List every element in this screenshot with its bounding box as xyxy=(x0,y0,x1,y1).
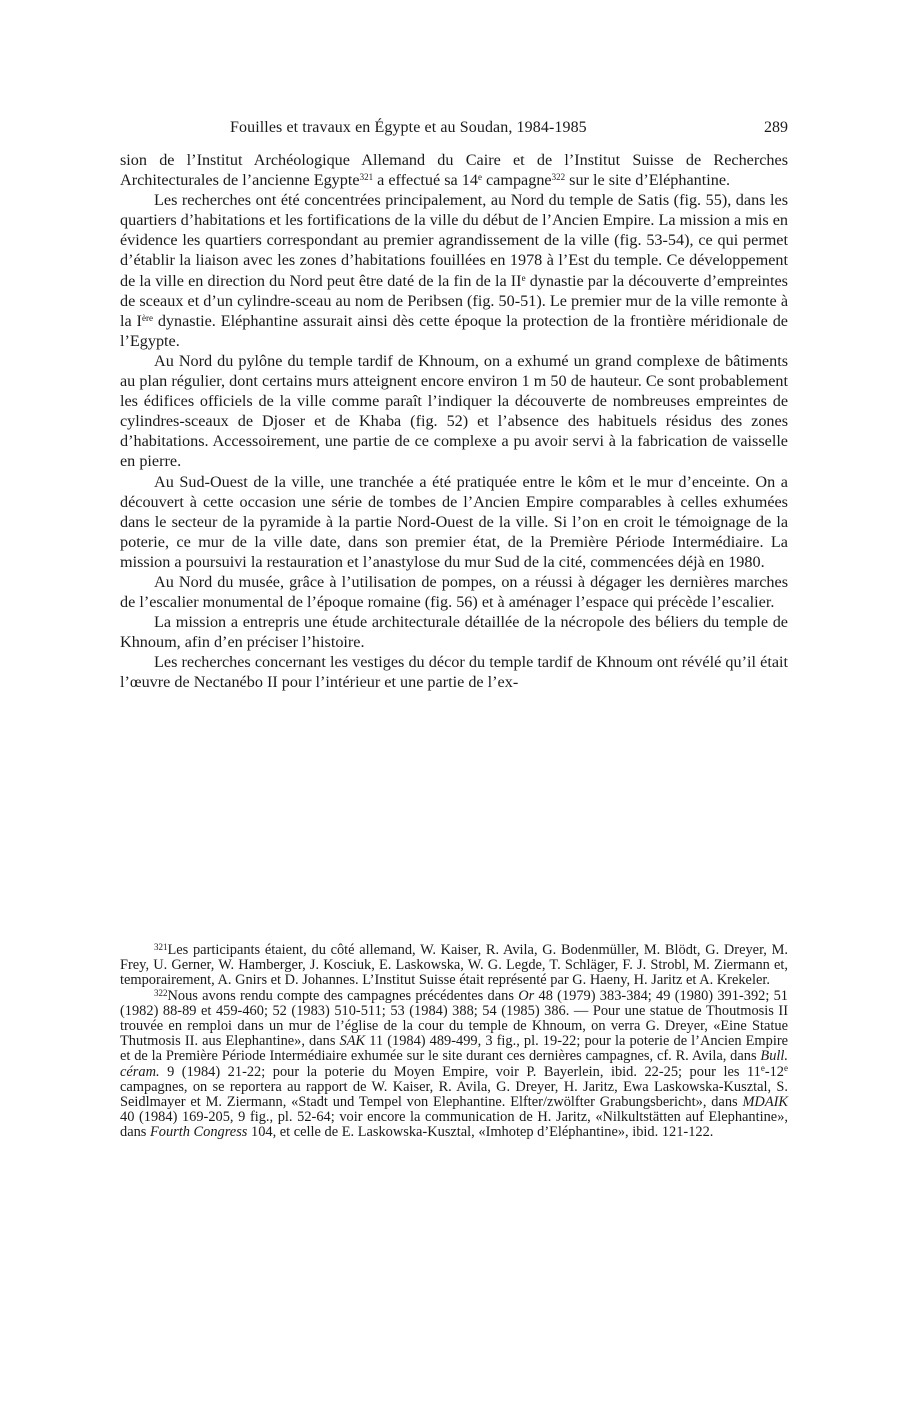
footnote-322 xyxy=(120,989,788,1141)
journal-abbrev: MDAIK xyxy=(742,1094,788,1111)
text-run: -12 xyxy=(764,1063,784,1080)
ordinal-superscript: e xyxy=(477,172,482,183)
ordinal-superscript: e xyxy=(760,1062,765,1073)
text-run: Nous avons rendu compte des campagnes précédentes dans xyxy=(167,987,519,1004)
journal-abbrev: Bull. céram. xyxy=(120,1048,788,1080)
ordinal-superscript: e xyxy=(521,272,526,283)
text-run: 11 (1984) 489-499, 3 fig., pl. 19-22; pour la poterie de l’Ancien Empire et de la Première Période Intermédiaire exhumée sur le site durant ces dernières campagnes, cf. R. Avila, dans xyxy=(120,1033,788,1065)
text-run: campagne xyxy=(481,171,552,190)
text-run: sion de l’Institut Archéologique Allemand du Caire et de l’Institut Suisse de Recherches Architecturales de l’ancienne Egypte xyxy=(120,151,788,190)
footnote-text: Les participants étaient, du côté allemand, W. Kaiser, R. Avila, G. Bodenmüller, M. Blödt, G. Dreyer, M. Frey, U. Gerner, W. Hamberger, J. Kosciuk, E. Laskowska, W. G. Legde, T. Schläger, F. J. Strobl, M. Ziermann et, temporairement, A. Gnirs et D. Johannes. L’Institut Suisse était représenté par G. Haeny, H. Jaritz et A. Krekeler. xyxy=(120,942,788,989)
paragraph-6: La mission a entrepris une étude architecturale détaillée de la nécropole des béliers du temple de Khnoum, afin d’en préciser l’histoire. xyxy=(120,613,788,652)
running-header xyxy=(160,119,788,141)
ordinal-superscript: e xyxy=(784,1062,788,1073)
text-run: campagnes, on se reportera au rapport de W. Kaiser, R. Avila, G. Dreyer, H. Jaritz, Ewa Laskowska-Kusztal, S. Seidlmayer et M. Ziermann, «Stadt und Tempel von Elephantine. Elfter/zwölfter Grabungsbericht», dans xyxy=(120,1078,788,1111)
text-run: sur le site d’Eléphantine. xyxy=(565,171,731,190)
text-run: 40 (1984) 169-205, 9 fig., pl. 52-64; voir encore la communication de H. Jaritz, «Nilkultstätten auf Elephantine», dans xyxy=(120,1109,788,1141)
text-run: 48 (1979) 383-384; 49 (1980) 391-392; 51 (1982) 88-89 et 459-460; 52 (1983) 510-511; 53 (1984) 388; 54 (1985) 386. — Pour une statue de Thoutmosis II trouvée en remploi dans un mur de l’église de la cour du temple de Khnoum, on verra G. Dreyer, «Eine Statue Thutmosis II. aus Elephantine», dans xyxy=(120,987,788,1050)
paragraph-7: Les recherches concernant les vestiges du décor du temple tardif de Khnoum ont révélé qu’il était l’œuvre de Nectanébo II pour l’intérieur et une partie de l’ex- xyxy=(120,653,788,692)
journal-abbrev: Or xyxy=(518,987,535,1004)
text-run: a effectué sa 14 xyxy=(373,171,478,190)
page-number: 289 xyxy=(764,119,788,136)
footnote-number: 321 xyxy=(154,942,168,952)
journal-abbrev: Fourth Congress xyxy=(149,1124,248,1141)
main-text xyxy=(120,150,788,693)
text-run: dynastie par la découverte d’empreintes de sceaux et d’un cylindre-sceau au nom de Peribsen (fig. 50-51). Le premier mur de la ville remonte à la I xyxy=(120,271,788,330)
paragraph-3: Au Nord du pylône du temple tardif de Khnoum, on a exhumé un grand complexe de bâtiments au plan régulier, dont certains murs atteignent encore environ 1 m 50 de hauteur. Ce sont probablement les édifices officiels de la ville comme paraît l’indiquer la découverte de nombreuses empreintes de cylindres-sceaux de Djoser et de Khaba (fig. 52) et l’absence des habituels résidus des zones d’habitations. Accessoirement, une partie de ce complexe a pu avoir servi à la fabrication de vaisselle en pierre. xyxy=(120,351,788,471)
footnote-number: 322 xyxy=(154,987,168,998)
paragraph-5: Au Nord du musée, grâce à l’utilisation de pompes, on a réussi à dégager les dernières marches de l’escalier monumental de l’époque romaine (fig. 56) et à aménager l’espace qui précède l’escalier. xyxy=(120,572,788,612)
paragraph-1 xyxy=(120,150,788,190)
footnote-321 xyxy=(120,943,788,989)
ordinal-superscript: ère xyxy=(141,312,153,323)
paragraph-4: Au Sud-Ouest de la ville, une tranchée a été pratiquée entre le kôm et le mur d’enceinte. On a découvert à cette occasion une série de tombes de l’Ancien Empire comparables à celles exhumées dans le secteur de la pyramide à la partie Nord-Ouest de la ville. Si l’on en croit le témoignage de la poterie, ce mur de la ville date, dans son premier état, de la Première Période Intermédiaire. La mission a poursuivi la restauration et l’anastylose du mur Sud de la cité, commencées déjà en 1980. xyxy=(120,472,788,571)
footnote-ref-322: 322 xyxy=(551,172,566,183)
text-run: dynastie. Eléphantine assurait ainsi dès cette époque la protection de la frontière méridionale de l’Egypte. xyxy=(120,311,788,350)
text-run: 9 (1984) 21-22; pour la poterie du Moyen Empire, voir P. Bayerlein, ibid. 22-25; pour les 11 xyxy=(159,1063,761,1080)
journal-abbrev: SAK xyxy=(339,1033,366,1050)
text-run: 104, et celle de E. Laskowska-Kusztal, «Imhotep d’Eléphantine», ibid. 121-122. xyxy=(247,1124,714,1141)
footnotes xyxy=(120,943,788,1141)
running-title: Fouilles et travaux en Égypte et au Soudan, 1984-1985 xyxy=(230,119,587,136)
paragraph-2 xyxy=(120,190,788,351)
footnote-ref-321: 321 xyxy=(359,172,374,183)
text-run: Les recherches ont été concentrées principalement, au Nord du temple de Satis (fig. 55), dans les quartiers d’habitations et les fortifications de la ville du début de l’Ancien Empire. La mission a mis en évidence les quartiers correspondant au premier agrandissement de la ville (fig. 53-54), ce qui permet d’établir la liaison avec les zones d’habitations fouillées en 1978 à l’Est du temple. Ce développement de la ville en direction du Nord peut être daté de la fin de la II xyxy=(120,191,789,290)
